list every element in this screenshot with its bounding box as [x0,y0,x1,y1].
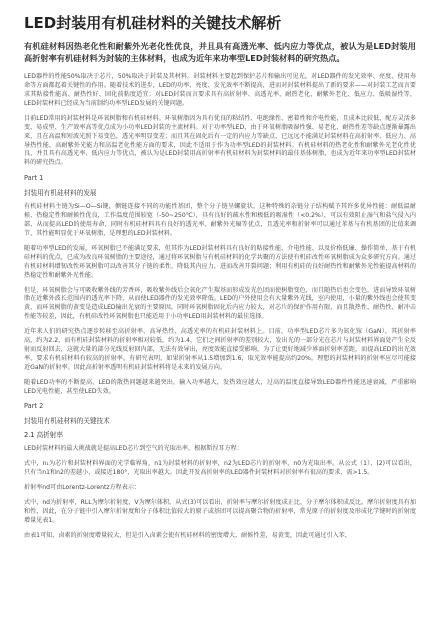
paragraph-3: 有机硅材料主链为Si—O—Si键，侧链连接不同的功能性基团，整个分子链呈螺旋状，这种特殊的杂链分子结构赋予其许多优异性能：耐低温耐候、热稳定性和耐候性优良，工作温度范围较宽（-50~250℃），具有良好的疏水性和极低的吸湿性（<0.2%），可以有效阻止湿气和盐气侵入内部，从而提高LED的使用寿命，同时有机硅材料具有良好的透光率、耐紫外光辐等优点，且透光率和折射率可以通过苯基与有机基团的比值来调节，其性能明显优于环氧树脂，是理想的LED封装材料。 [24,203,416,237]
paragraph-1: LED器件的性能50%取决于芯片，50%取决于封装及其材料。封装材料主要起到保护芯片和输出可见光，对LED器件的发光效率、亮度、使用寿命等方面都起着关键性的作用。随着技术的进步，LED的功率、亮度、发光效率不断提高，进而对封装材料提出了新的要求——对封装工艺而言要求其粘接性能高、耐热性好、固化前粘度适宜；对LED封装而言要求具有高折射率、高透光率、耐热老化、耐紫外老化、低应力、低吸湿性等，LED封装材料已经成为当前制约功率型LED发展的关键问题。 [24,73,416,107]
article-title: LED封装用有机硅材料的关键技术解析 [24,14,282,32]
section-2-1-heading: 2.1 高折射率 [24,431,63,440]
part-2-label: Part 2 [24,402,44,411]
paragraph-6: 近年来人们的研究热点逐步转移至高折射率、高导热性、高透光率的有机硅封装材料上。目前，功率型LED芯片多为氮化镓（GaN），其折射率高，约为2.2，而有机硅封装材料的折射率相对较低，约为1.4，它们之间折射率的差别较大，发出光的一部分光在芯片与封装材料界面处产生全反射而反射回去，这就大量的部分光线反射回内部，无法有效导出，亮度效能直接受影响，为了让更好地减少界面折射率差距，而提高LED的出光效率，要求有机硅材料有较高的折射率。有研究表明，如果折射率从1.5增加到1.6，取光效率能提高约20%。理想的封装材料的折射率应尽可能接近GaN的折射率。因此高折射率透明有机硅封装材料将是未来的发展方向。 [24,328,416,371]
article-lead: 有机硅材料因热老化性和耐紫外光老化性优良，并且具有高透光率、低内应力等优点，被认为是LED封装用高折射率有机硅材料为封装的主体材料，也成为近年来功率型LED封装材料的研究热点。 [24,41,416,63]
part-2-heading: 封装用有机硅材料的关键技术 [24,417,110,426]
paragraph-4: 随着功率型LED的发展，环氧树脂已不能满足要求，但其作为LED封装材料具有良好的粘接性能、介电性能、以及价格低廉、操作简单，基于有机硅材料的优点，已成为改良环氧树脂的主要途径，通过将环氧树脂与有机硅材料的化学共聚的方法使有机硅改性环氧树脂成为众多研究方向。通过有机硅材料增韧改性环氧树脂可以改善其分子链的柔性，降低其内应力，进而改善开裂问题；利用有机硅的良好耐热性和耐紫外光性能提高材料的热稳定性和耐紫外光性能。 [24,244,416,279]
paragraph-7: 随着LED功率的不断提高，LED的散热问题越来越突出，输入功率越大，发热效应越大，过高的温度直接导致LED器件性能迅速衰减，严重影响LED光电性能，甚至使LED失效。 [24,378,416,395]
paragraph-5: 但是，环氧树脂会与可吸收紫外线的芳香环，吸收紫外线后会氧化产生羰基而形成发光色团而使树脂变色，而且随热后也会变色，进而导致环氧树脂在近紫外波长范围内的透光率下降，从而使LED器件的发光效率降低。LED的户外使用会有大量紫外光线，室内使用，小量的紫外线也会使其变黄，而环氧树脂的黄变是造成LED输出光衰的主要原因，同时环氧树脂固化后内应力较大，对芯片的保护作用有限，而且散热性、耐热性、耐冲击性能等较差，因此，有机硅改性环氧树脂也只能适用于小功率LED用封装材料的最佳选择。 [24,286,416,321]
paragraph-refractive: LED封装材料的最大挑战就是提高LED芯片到空气的光取出率，根据斯涅耳方程： [24,445,243,453]
paragraph-last: 由表1可知，卤素的折射度增量较大，但是引入卤素会使有机硅材料的密度增大，耐候性差，易黄变，因此可通过引入苯、 [24,531,351,539]
formula-explanation: 式中，n₁为芯片和封装材料界面的光学临界角，n1为封装材料的折射率，n2为LED芯片的折射率，n0为光取出率。从公式（1）、(2)可以看出，只有当n1和n2的差越小，或接近180°，光取出率越大。因此开发高折射率的LED器件封装材料对折射率有很高的要求，需>1.5。 [24,460,416,477]
paragraph-2: 目前LED常用的封装材料是环氧树脂和有机硅材料。环氧树脂因为具有优良的粘结性、电绝缘性、密着性和介电性能，且成本比较低、配方灵活多变、易成型、生产效率高等优点成为小功率LED封装的主流材料。对于功率型LED，由于环氧树脂吸湿性强、易老化、耐热性差等缺点逐渐暴露出来，且在高温和短波光照下易变色，透光率明显变差；而且其在固化后有一定的内应力等缺点，已远远不能满足封装材料在高折射率、低应力、高导热性能、高耐紫外光能力和高温老化性能方面的要求，因此不适用于作为功率型LED的封装材料。有机硅材料的热老化性和耐紫外光老化性优良，并且具有高透光率、低内应力等优点，被认为是LED封装用高折射率有机硅材料为封装材料的最佳基体树脂，也成为近年来功率型LED封装材料的研究热点。 [24,114,416,167]
paragraph-lorentz: 式中，nd为折射率，RLL为摩尔折射度，V为摩尔体积。从式(3)可以看出，折射率与摩尔折射度成正比，分子摩尔体积成反比。摩尔折射度具有加和性，因此，在分子链中引入摩尔折射度和分子体积比值较大的原子或基团可以提高聚合物的折射率，常见原子的折射度及形成化学键时的折射度增量见表1。 [24,499,416,524]
part-1-label: Part 1 [24,174,44,183]
part-1-heading: 封装用有机硅材料的发展 [24,189,97,198]
paragraph-lorentz-intro: 折射率nd可由Lorentz-Lorentz方程表示： [24,484,141,492]
